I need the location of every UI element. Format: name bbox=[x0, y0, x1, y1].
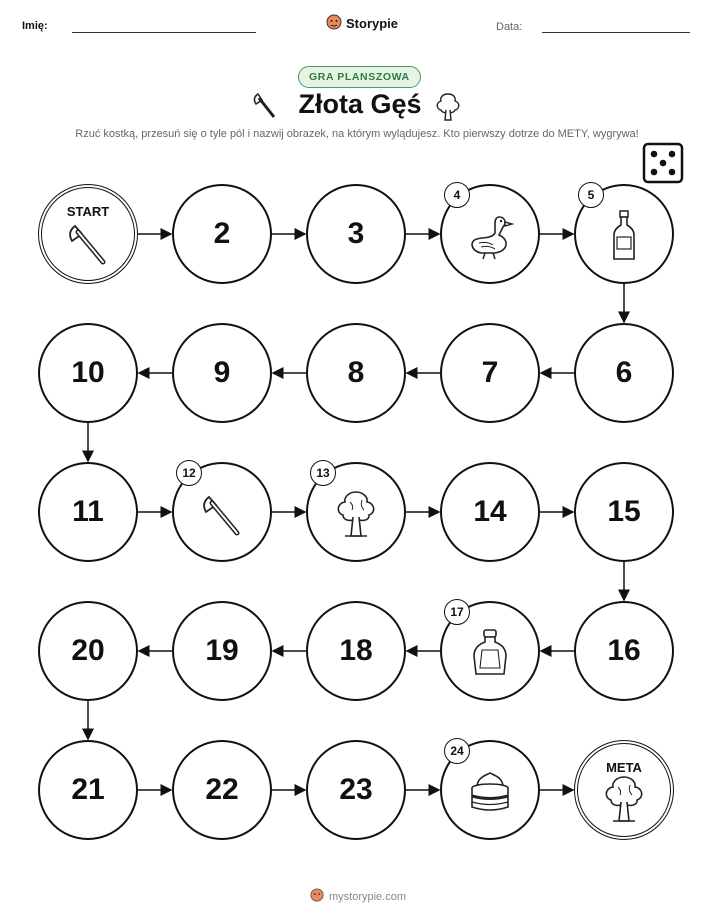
name-label: Imię: bbox=[22, 20, 48, 32]
board-cell-23 bbox=[306, 740, 406, 840]
board-cell-meta bbox=[574, 740, 674, 840]
cell-label: META bbox=[606, 760, 642, 775]
cell-number: 18 bbox=[339, 634, 373, 667]
board-cell-19 bbox=[172, 601, 272, 701]
board-cell-7 bbox=[440, 323, 540, 423]
cell-number: 14 bbox=[473, 495, 507, 528]
board-cell-22 bbox=[172, 740, 272, 840]
board-cell-13 bbox=[306, 462, 406, 562]
flask-icon bbox=[470, 628, 510, 678]
board-cell-11 bbox=[38, 462, 138, 562]
board-cell-24 bbox=[440, 740, 540, 840]
axe-icon bbox=[199, 491, 245, 537]
board-cell-3 bbox=[306, 184, 406, 284]
cell-number: 7 bbox=[481, 356, 499, 389]
date-label: Data: bbox=[496, 21, 523, 33]
cell-number: 8 bbox=[347, 356, 365, 389]
cell-number: 21 bbox=[71, 773, 105, 806]
board-cell-2 bbox=[172, 184, 272, 284]
game-badge: GRA PLANSZOWA bbox=[298, 66, 421, 88]
board-cell-15 bbox=[574, 462, 674, 562]
board-cell-14 bbox=[440, 462, 540, 562]
cell-number: 2 bbox=[213, 217, 231, 250]
board-cell-6 bbox=[574, 323, 674, 423]
cell-number: 11 bbox=[72, 495, 104, 528]
cell-number: 17 bbox=[444, 599, 470, 625]
board-cell-4 bbox=[440, 184, 540, 284]
cell-number: 22 bbox=[205, 773, 239, 806]
board-cell-21 bbox=[38, 740, 138, 840]
board-cell-12 bbox=[172, 462, 272, 562]
cell-number: 15 bbox=[607, 495, 641, 528]
cell-number: 6 bbox=[615, 356, 633, 389]
board-cell-5 bbox=[574, 184, 674, 284]
board-cell-10 bbox=[38, 323, 138, 423]
cell-number: 16 bbox=[607, 634, 641, 667]
cell-number: 5 bbox=[578, 182, 604, 208]
cell-number: 4 bbox=[444, 182, 470, 208]
axe-icon bbox=[65, 220, 111, 266]
cell-number: 23 bbox=[339, 773, 373, 806]
footer-site: mystorypie.com bbox=[329, 890, 407, 903]
bottle-icon bbox=[609, 209, 639, 263]
cell-number: 10 bbox=[71, 356, 105, 389]
cell-number: 3 bbox=[347, 217, 365, 250]
cell-number: 12 bbox=[176, 460, 202, 486]
footer bbox=[310, 888, 406, 905]
instructions: Rzuć kostką, przesuń się o tyle pól i nazwij obrazek, na którym wylądujesz. Kto pierwszy dotrze do METY, wygrywa! bbox=[75, 128, 639, 140]
board-cell-20 bbox=[38, 601, 138, 701]
cell-number: 19 bbox=[205, 634, 239, 667]
board-cell-start bbox=[38, 184, 138, 284]
board-cell-16 bbox=[574, 601, 674, 701]
brand-name: Storypie bbox=[346, 16, 399, 31]
board-cell-17 bbox=[440, 601, 540, 701]
cake-icon bbox=[465, 767, 515, 817]
cell-number: 13 bbox=[310, 460, 336, 486]
goose-icon bbox=[465, 211, 515, 261]
tree-icon bbox=[598, 773, 650, 825]
board-cell-8 bbox=[306, 323, 406, 423]
page-title: Złota Gęś bbox=[298, 89, 422, 119]
cell-number: 24 bbox=[444, 738, 470, 764]
storypie-footer-icon bbox=[310, 888, 324, 905]
board-cell-9 bbox=[172, 323, 272, 423]
cell-number: 9 bbox=[213, 356, 231, 389]
board-cell-18 bbox=[306, 601, 406, 701]
tree-icon bbox=[330, 488, 382, 540]
cell-number: 20 bbox=[71, 634, 105, 667]
cell-label: START bbox=[66, 204, 110, 219]
